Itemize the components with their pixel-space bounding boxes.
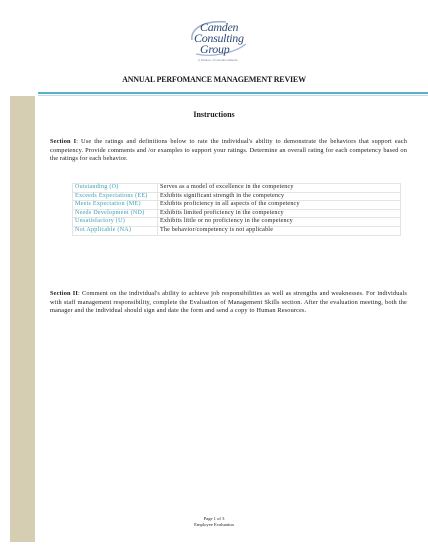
rating-term: Not Applicable (NA): [73, 226, 158, 235]
table-row: [73, 209, 401, 218]
table-row: [73, 226, 401, 235]
rating-term: Exceeds Expectations (EE): [73, 192, 158, 201]
table-row: [73, 184, 401, 193]
page-footer: [0, 516, 428, 528]
logo-text-line1: Camden: [200, 20, 239, 34]
table-row: [73, 218, 401, 227]
header-rule-light: [38, 95, 428, 96]
rating-definition: Exhibits limited proficiency in the competency: [158, 209, 401, 218]
section-2-paragraph: [50, 290, 407, 316]
section-1-label: Section I: [50, 138, 77, 145]
logo-text-line3: Group: [200, 42, 230, 56]
rating-term: Meets Expectation (ME): [73, 201, 158, 210]
rating-definition: The behavior/competency is not applicable: [158, 226, 401, 235]
section-2-text: : Comment on the individual's ability to achieve job responsibilities as well as strengths and weaknesses. For individuals with staff management responsibility, complete the Evaluation of Management Skills section. After the evaluation meeting, both the manager and the individual should sign and date the form and send a copy to Human Resources.: [50, 290, 407, 315]
table-row: [73, 192, 401, 201]
section-1-paragraph: [50, 138, 407, 164]
rating-term: Needs Development (ND): [73, 209, 158, 218]
rating-definition: Exhibits significant strength in the competency: [158, 192, 401, 201]
rating-definition: Exhibits little or no proficiency in the competency: [158, 218, 401, 227]
footer-doc-name: Employee Evaluation: [194, 522, 234, 527]
section-1-text: : Use the ratings and definitions below to rate the individual's ability to demonstrate the behaviors that support each competency. Provide comments and /or examples to support your ratings. Determine an overall rating for each competency based on the ratings for each behavior.: [50, 138, 408, 163]
left-margin-bar: [10, 96, 35, 542]
section-2-label: Section II: [50, 290, 78, 297]
company-logo: [186, 18, 250, 66]
header-rule: [38, 92, 428, 94]
table-row: [73, 201, 401, 210]
document-title: ANNUAL PERFOMANCE MANAGEMENT REVIEW: [122, 75, 306, 84]
page-number: Page 1 of 3: [203, 516, 225, 521]
ratings-table: [72, 183, 401, 236]
instructions-heading: Instructions: [193, 110, 235, 119]
rating-definition: Exhibits proficiency in all aspects of the competency: [158, 201, 401, 210]
logo-text-line2: Consulting: [194, 31, 244, 45]
logo-tagline: A Division of Camden Alliance: [198, 58, 238, 62]
rating-definition: Serves as a model of excellence in the competency: [158, 184, 401, 193]
rating-term: Outstanding (O): [73, 184, 158, 193]
rating-term: Unsatisfactory (U): [73, 218, 158, 227]
